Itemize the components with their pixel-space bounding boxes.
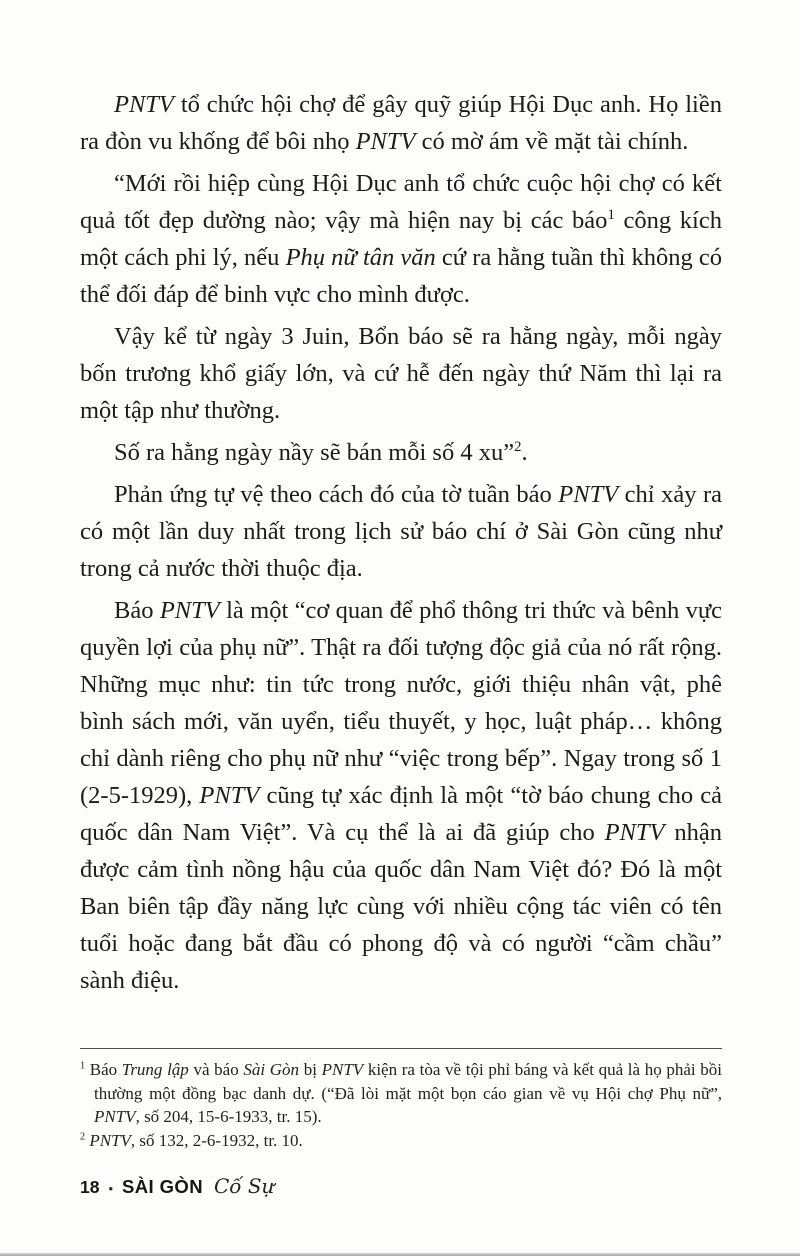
footer-bullet: • [108,1181,114,1196]
book-title-script: Cố Sự [213,1174,275,1198]
page-number: 18 [80,1177,100,1197]
page-body [80,86,722,1038]
footnotes-section [80,1058,722,1152]
footnote-2: $^2$ PNTV, số 132, 2-6-1932, tr. 10. [80,1130,303,1150]
page-footer [80,1174,274,1198]
paragraph-1: PNTV tổ chức hội chợ để gây quỹ giúp Hội Dục anh. Họ liền ra đòn vu khống để bôi nhọ PNTV có mờ ám về mặt tài chính. [80,91,722,155]
footnote-rule [80,1048,722,1049]
paragraph-5: Phản ứng tự vệ theo cách đó của tờ tuần báo PNTV chỉ xảy ra có một lần duy nhất trong lịch sử báo chí ở Sài Gòn cũng như trong cả nước thời thuộc địa. [80,481,723,582]
paragraph-4: Số ra hằng ngày nầy sẽ bán mỗi số 4 xu”$^2$. [114,438,528,466]
paragraph-6: Báo PNTV là một “cơ quan để phổ thông tri thức và bênh vực quyền lợi của phụ nữ”. Thật ra đối tượng độc giả của nó rất rộng. Những mục như: tin tức trong nước, giới thiệu nhân vật, phê bình sách mới, văn uyển, tiểu thuyết, y học, luật pháp… không chỉ dành riêng cho phụ nữ như “việc trong bếp”. Ngay trong số 1 (2-5-1929), PNTV cũng tự xác định là một “tờ báo chung cho cả quốc dân Nam Việt”. Và cụ thể là ai đã giúp cho PNTV nhận được cảm tình nồng hậu của quốc dân Nam Việt đó? Đó là một Ban biên tập đầy năng lực cùng với nhiều cộng tác viên có tên tuổi hoặc đang bắt đầu có phong độ và có người “cầm chầu” sành điệu. [80,597,722,994]
book-title: SÀI GÒN [122,1176,203,1197]
footnote-1: $^1$ Báo Trung lập và báo Sài Gòn bị PNTV kiện ra tòa về tội phỉ báng và kết quả là họ phải bồi thường một đồng bạc danh dự. (“Đã lòi mặt một bọn cáo gian về vụ Hội chợ Phụ nữ”, PNTV, số 204, 15-6-1933, tr. 15). [80,1060,723,1126]
paragraph-2: “Mới rồi hiệp cùng Hội Dục anh tổ chức cuộc hội chợ có kết quả tốt đẹp dường nào; vậy mà hiện nay bị các báo$^1$ công kích một cách phi lý, nếu Phụ nữ tân văn cứ ra hằng tuần thì không có thể đối đáp để binh vực cho mình được. [80,170,722,308]
paragraph-3: Vậy kể từ ngày 3 Juin, Bổn báo sẽ ra hằng ngày, mỗi ngày bốn trương khổ giấy lớn, và cứ hễ đến ngày thứ Năm thì lại ra một tập như thường. [80,323,722,424]
